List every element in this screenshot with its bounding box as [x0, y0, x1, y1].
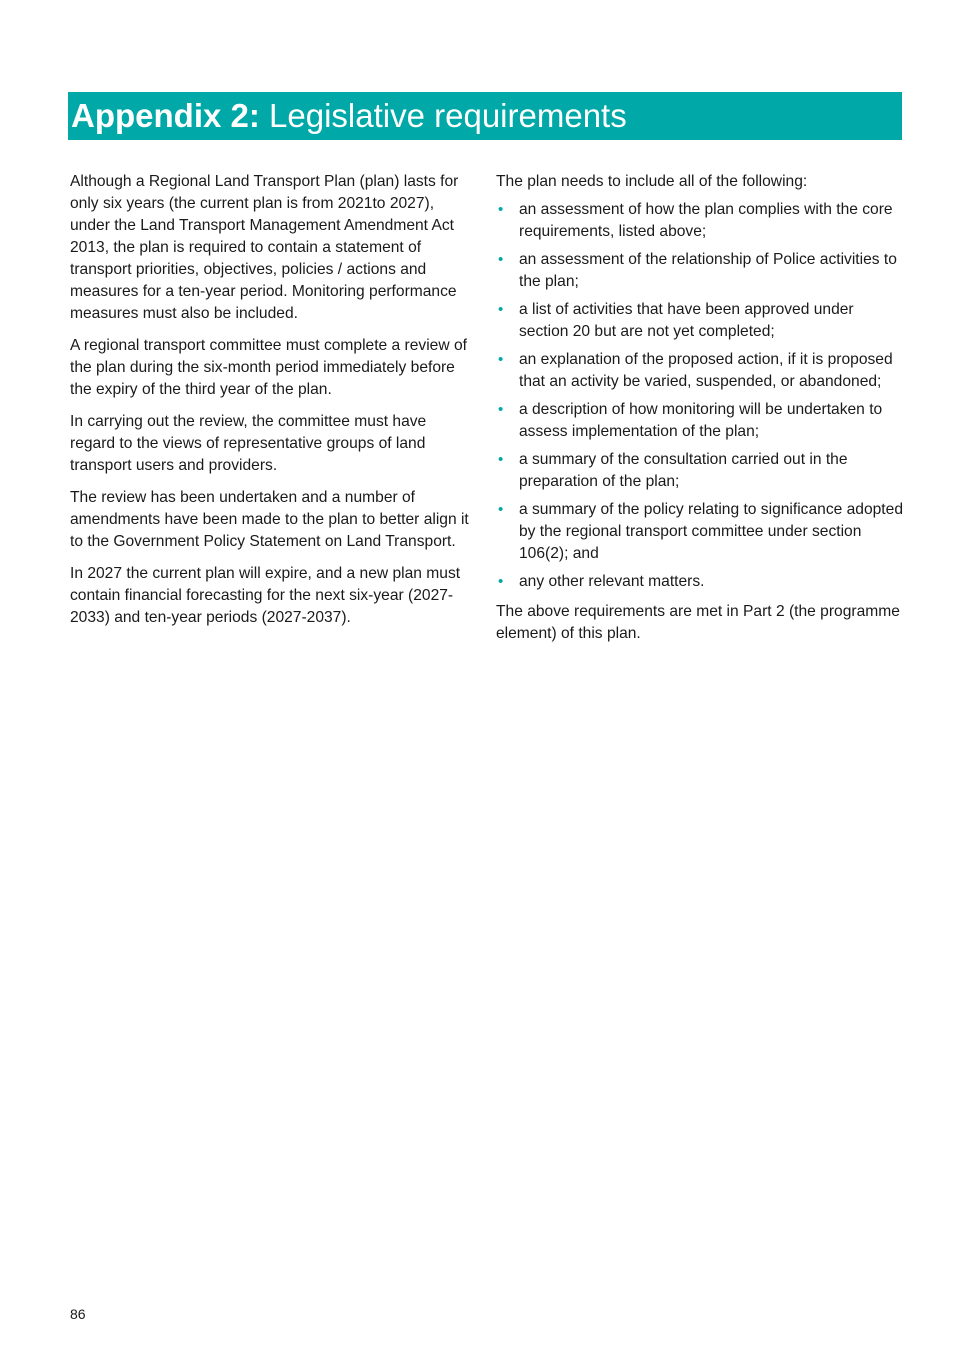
- paragraph-review-views: In carrying out the review, the committee must have regard to the views of representative groups of land transport users and providers.: [70, 413, 427, 474]
- list-item: [496, 571, 906, 593]
- list-item: [496, 249, 906, 293]
- paragraph-plan-duration: Although a Regional Land Transport Plan (plan) lasts for only six years (the current plan is from 2021to 2027), under the Land Transport Management Amendment Act 2013, the plan is required to contain a statement of transport priorities, objectives, policies / actions and measures for a ten-year period. Monitoring performance measures must also be included.: [70, 173, 459, 322]
- list-item: [496, 299, 906, 343]
- appendix-banner: [68, 92, 902, 140]
- list-item-text: a summary of the consultation carried out in the preparation of the plan;: [519, 451, 848, 490]
- list-item-text: an assessment of how the plan complies with the core requirements, listed above;: [519, 201, 893, 240]
- list-item: [496, 399, 906, 443]
- bullet-icon: •: [498, 351, 504, 368]
- list-item: [496, 499, 906, 565]
- list-item-text: a description of how monitoring will be undertaken to assess implementation of the plan;: [519, 401, 883, 440]
- page-title-bold: Appendix 2:: [71, 97, 260, 134]
- paragraph-plan-expiry: In 2027 the current plan will expire, and a new plan must contain financial forecasting for the next six-year (2027-2033) and ten-year periods (2027-2037).: [70, 565, 461, 626]
- list-item-text: an assessment of the relationship of Police activities to the plan;: [519, 251, 897, 290]
- list-item: [496, 449, 906, 493]
- bullet-icon: •: [498, 451, 504, 468]
- paragraph-review-timing: A regional transport committee must complete a review of the plan during the six-month period immediately before the expiry of the third year of the plan.: [70, 337, 467, 398]
- right-column: [496, 171, 906, 655]
- list-item-text: a list of activities that have been approved under section 20 but are not yet completed;: [519, 301, 854, 340]
- bullet-icon: •: [498, 573, 504, 590]
- requirements-closing: The above requirements are met in Part 2 (the programme element) of this plan.: [496, 603, 900, 642]
- paragraph-review-amendments: The review has been undertaken and a number of amendments have been made to the plan to better align it to the Government Policy Statement on Land Transport.: [70, 489, 469, 550]
- bullet-icon: •: [498, 401, 504, 418]
- bullet-icon: •: [498, 501, 504, 518]
- list-item: [496, 349, 906, 393]
- page-title-rest: Legislative requirements: [259, 97, 627, 134]
- requirements-intro: The plan needs to include all of the following:: [496, 173, 808, 190]
- list-item-text: any other relevant matters.: [519, 573, 705, 590]
- bullet-icon: •: [498, 201, 504, 218]
- page-title: [71, 92, 627, 140]
- list-item-text: a summary of the policy relating to significance adopted by the regional transport committee under section 106(2); and: [519, 501, 903, 562]
- bullet-icon: •: [498, 301, 504, 318]
- list-item: [496, 199, 906, 243]
- left-column: [70, 171, 475, 639]
- requirements-list: [496, 199, 906, 593]
- list-item-text: an explanation of the proposed action, if it is proposed that an activity be varied, suspended, or abandoned;: [519, 351, 893, 390]
- bullet-icon: •: [498, 251, 504, 268]
- page-number: 86: [70, 1306, 86, 1322]
